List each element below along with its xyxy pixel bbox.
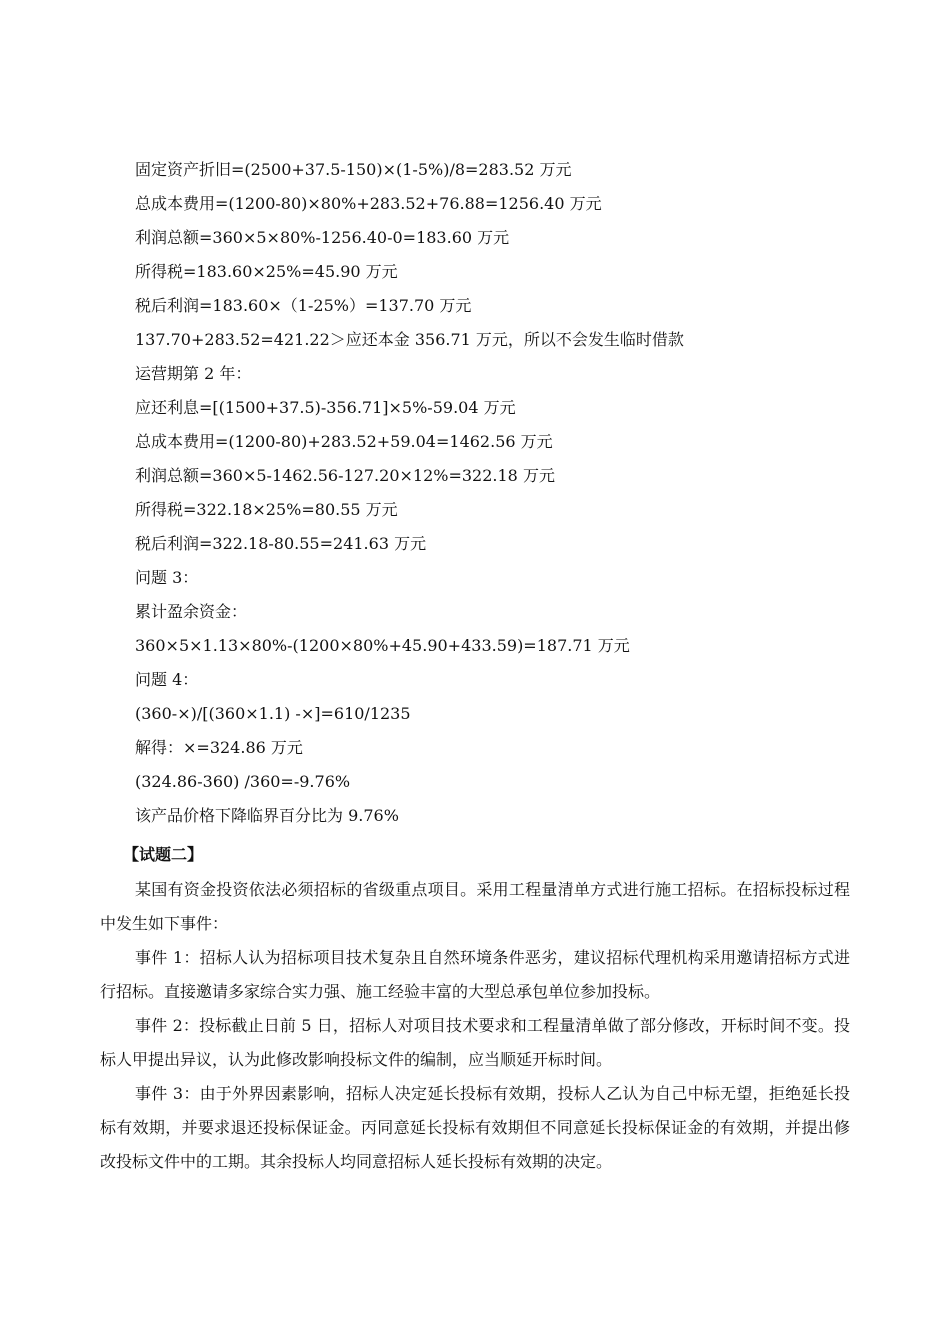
calc-line-total-cost-year1: 总成本费用=(1200-80)×80%+283.52+76.88=1256.40 万元 — [135, 194, 602, 213]
calc-line-income-tax-year2: 所得税=322.18×25%=80.55 万元 — [135, 500, 398, 519]
calc-line-surplus-value: 360×5×1.13×80%-(1200×80%+45.90+433.59)=187.71 万元 — [135, 636, 630, 655]
calc-line-total-profit-year2: 利润总额=360×5-1462.56-127.20×12%=322.18 万元 — [135, 466, 555, 485]
calc-line-depreciation: 固定资产折旧=(2500+37.5-150)×(1-5%)/8=283.52 万元 — [135, 160, 572, 179]
calc-line-repayment-check: 137.70+283.52=421.22＞应还本金 356.71 万元，所以不会发生临时借款 — [135, 330, 684, 349]
calc-line-year2-label: 运营期第 2 年： — [135, 364, 252, 383]
paragraph-event-3: 事件 3：由于外界因素影响，招标人决定延长投标有效期，投标人乙认为自己中标无望，拒绝延长投标有效期，并要求退还投标保证金。丙同意延长投标有效期但不同意延长投标保证金的有效期，并提出修改投标文件中的工期。其余投标人均同意招标人延长投标有效期的决定。 — [100, 1084, 850, 1171]
calc-line-conclusion: 该产品价格下降临界百分比为 9.76% — [135, 806, 399, 825]
calc-line-net-profit-year1: 税后利润=183.60×（1-25%）=137.70 万元 — [135, 296, 472, 315]
question-3-label: 问题 3： — [135, 568, 199, 587]
paragraph-intro: 某国有资金投资依法必须招标的省级重点项目。采用工程量清单方式进行施工招标。在招标投标过程中发生如下事件： — [100, 880, 850, 933]
calc-line-solution: 解得：×=324.86 万元 — [135, 738, 303, 757]
calc-line-percent: (324.86-360) /360=-9.76% — [135, 772, 351, 791]
paragraph-event-1: 事件 1：招标人认为招标项目技术复杂且自然环境条件恶劣，建议招标代理机构采用邀请招标方式进行招标。直接邀请多家综合实力强、施工经验丰富的大型总承包单位参加投标。 — [100, 948, 850, 1001]
calc-line-income-tax-year1: 所得税=183.60×25%=45.90 万元 — [135, 262, 398, 281]
section-heading: 【试题二】 — [123, 845, 204, 864]
calc-line-total-profit-year1: 利润总额=360×5×80%-1256.40-0=183.60 万元 — [135, 228, 510, 247]
calc-line-interest-year2: 应还利息=[(1500+37.5)-356.71]×5%-59.04 万元 — [135, 398, 516, 417]
paragraph-event-2: 事件 2：投标截止日前 5 日，招标人对项目技术要求和工程量清单做了部分修改，开标时间不变。投标人甲提出异议，认为此修改影响投标文件的编制，应当顺延开标时间。 — [100, 1016, 850, 1069]
calc-line-equation: (360-×)/[(360×1.1) -×]=610/1235 — [135, 704, 411, 723]
question-4-label: 问题 4： — [135, 670, 199, 689]
calc-line-surplus-label: 累计盈余资金： — [135, 602, 248, 621]
calc-line-net-profit-year2: 税后利润=322.18-80.55=241.63 万元 — [135, 534, 427, 553]
calc-line-total-cost-year2: 总成本费用=(1200-80)+283.52+59.04=1462.56 万元 — [135, 432, 553, 451]
